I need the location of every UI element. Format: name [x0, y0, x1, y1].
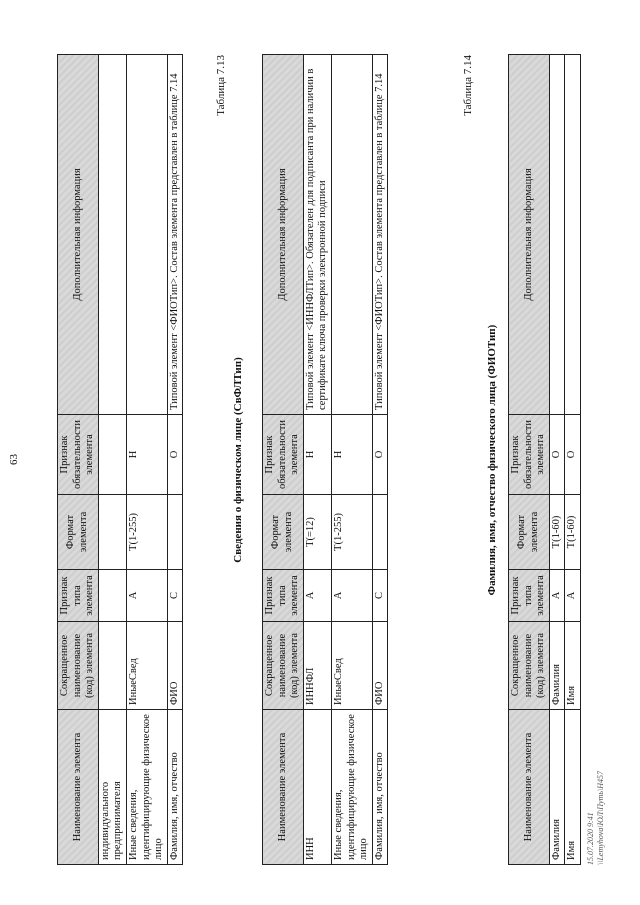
cell-format: T(1-60) [565, 495, 581, 570]
cell-code: Фамилия [549, 622, 565, 710]
column-header: Формат элемента [509, 495, 550, 570]
cell-name: Фамилия, имя, отчество [372, 710, 388, 865]
cell-required: Н [331, 415, 372, 495]
table-7-13-title: Сведения о физическом лице (СвФЛТип) [232, 357, 244, 563]
cell-type: А [331, 570, 372, 622]
cell-info [549, 55, 565, 415]
cell-info: Типовой элемент <ФИОТип>. Состав элемента представлен в таблице 7.14 [372, 55, 388, 415]
header-row [58, 55, 99, 865]
table-7-14 [508, 54, 581, 865]
cell-code: ФИО [167, 622, 183, 710]
cell-info [331, 55, 372, 415]
cell-code [98, 622, 126, 710]
column-header: Наименование элемента [58, 710, 99, 865]
table-row [331, 55, 372, 865]
cell-required: О [549, 415, 565, 495]
cell-info [565, 55, 581, 415]
cell-format: T(1-255) [126, 495, 167, 570]
table-7-14-caption: Таблица 7.14 [462, 55, 474, 116]
cell-required: О [167, 415, 183, 495]
table-row [303, 55, 331, 865]
column-header: Признак типа элемента [509, 570, 550, 622]
cell-info [126, 55, 167, 415]
table-7-14-title: Фамилия, имя, отчество физического лица (ФИОТип) [486, 324, 498, 596]
table-row [126, 55, 167, 865]
cell-type [98, 570, 126, 622]
table-row [372, 55, 388, 865]
cell-format: T(1-255) [331, 495, 372, 570]
table-row [98, 55, 126, 865]
file-stamp [586, 771, 605, 865]
cell-format: T(=12) [303, 495, 331, 570]
cell-code: ИныеСвед [126, 622, 167, 710]
cell-format [372, 495, 388, 570]
table-7-13-caption: Таблица 7.13 [215, 55, 227, 116]
stamp-date: 15.07.2020 9:41 [586, 812, 595, 865]
cell-required: Н [126, 415, 167, 495]
column-header: Наименование элемента [263, 710, 304, 865]
cell-info [98, 55, 126, 415]
cell-type: С [167, 570, 183, 622]
cell-name: Фамилия [549, 710, 565, 865]
cell-format: T(1-60) [549, 495, 565, 570]
column-header: Дополнительная информация [58, 55, 99, 415]
column-header: Сокращенное наименование (код) элемента [263, 622, 304, 710]
cell-type: С [372, 570, 388, 622]
cell-required: О [565, 415, 581, 495]
table-7-13 [262, 54, 388, 865]
cell-info: Типовой элемент <ИННФЛТип>. Обязателен для подписанта при наличии в сертификате ключа проверки электронной подписи [303, 55, 331, 415]
cell-required [98, 415, 126, 495]
column-header: Формат элемента [58, 495, 99, 570]
cell-name: Иные сведения, идентифицирующие физическое лицо [126, 710, 167, 865]
table-row [565, 55, 581, 865]
cell-code: ИныеСвед [331, 622, 372, 710]
table-top [57, 54, 183, 865]
cell-required: О [372, 415, 388, 495]
cell-code: ФИО [372, 622, 388, 710]
cell-required: Н [303, 415, 331, 495]
column-header: Дополнительная информация [509, 55, 550, 415]
cell-name: Иные сведения, идентифицирующие физическое лицо [331, 710, 372, 865]
cell-format [98, 495, 126, 570]
page-number: 63 [8, 454, 20, 465]
header-row [509, 55, 550, 865]
cell-type: А [303, 570, 331, 622]
column-header: Признак обязательности элемента [509, 415, 550, 495]
cell-code: Имя [565, 622, 581, 710]
header-row [263, 55, 304, 865]
cell-info: Типовой элемент <ФИОТип>. Состав элемента представлен в таблице 7.14 [167, 55, 183, 415]
column-header: Наименование элемента [509, 710, 550, 865]
cell-type: А [565, 570, 581, 622]
cell-name: индивидуального предпринимателя [98, 710, 126, 865]
stamp-path: \\Lemyhova\ЮЛ\Путь\Н457 [595, 771, 605, 865]
column-header: Признак обязательности элемента [58, 415, 99, 495]
column-header: Сокращенное наименование (код) элемента [509, 622, 550, 710]
column-header: Признак типа элемента [263, 570, 304, 622]
table-row [549, 55, 565, 865]
column-header: Признак типа элемента [58, 570, 99, 622]
cell-name: Фамилия, имя, отчество [167, 710, 183, 865]
column-header: Сокращенное наименование (код) элемента [58, 622, 99, 710]
cell-type: А [549, 570, 565, 622]
cell-format [167, 495, 183, 570]
column-header: Дополнительная информация [263, 55, 304, 415]
cell-code: ИННФЛ [303, 622, 331, 710]
column-header: Признак обязательности элемента [263, 415, 304, 495]
cell-name: ИНН [303, 710, 331, 865]
column-header: Формат элемента [263, 495, 304, 570]
cell-name: Имя [565, 710, 581, 865]
cell-type: А [126, 570, 167, 622]
table-row [167, 55, 183, 865]
